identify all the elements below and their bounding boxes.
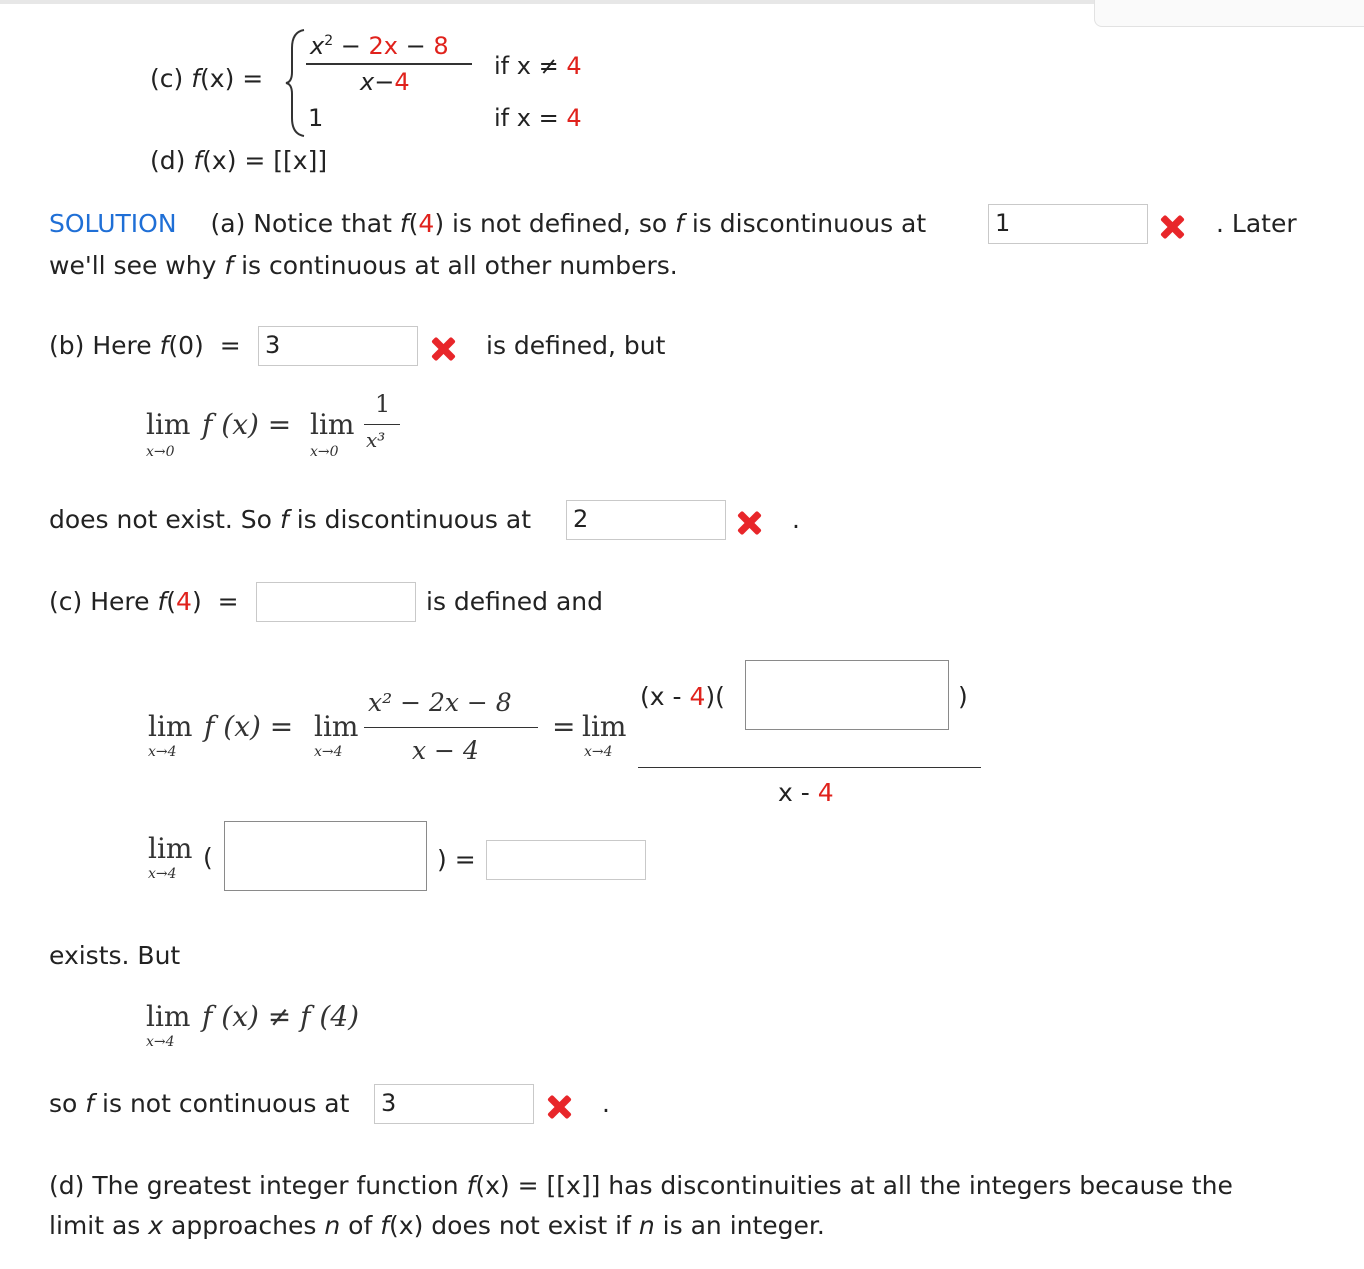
solution-line-2 xyxy=(49,251,678,280)
function-name: f xyxy=(193,146,203,175)
text: ( xyxy=(408,209,419,238)
answer-b-input[interactable]: 3 xyxy=(258,326,418,366)
text: ) is not defined, so xyxy=(434,209,668,238)
equals-sign: = xyxy=(242,64,264,93)
text: is discontinuous at xyxy=(296,505,532,534)
incorrect-x-icon xyxy=(428,334,458,364)
text: of xyxy=(348,1211,373,1240)
denominator-x: x− xyxy=(360,68,395,96)
text: (b) Here xyxy=(49,331,152,360)
condition-2-text: if x = xyxy=(494,104,559,132)
text: (c) Here xyxy=(49,587,150,616)
incorrect-x-icon xyxy=(544,1092,574,1122)
text: does not exist. So xyxy=(49,505,272,534)
solution-line-1 xyxy=(49,209,926,238)
part-d-line-1 xyxy=(49,1171,1233,1200)
text: . Later xyxy=(1216,209,1297,238)
piecewise-label xyxy=(150,64,263,93)
lim-operator: lim xyxy=(314,710,359,743)
lim-operator: lim xyxy=(582,710,627,743)
text-f: f xyxy=(675,209,684,238)
text: is continuous at all other numbers. xyxy=(241,251,678,280)
numerator-x: x xyxy=(310,32,325,60)
text-n: n xyxy=(638,1211,655,1240)
fraction-bar xyxy=(364,727,538,728)
text-f: f xyxy=(159,331,169,360)
answer-c3-input[interactable]: 3 xyxy=(374,1084,534,1124)
answer-a-input[interactable]: 1 xyxy=(988,204,1148,244)
numerator-8: 8 xyxy=(433,32,449,60)
numerator-exponent: 2 xyxy=(324,33,334,49)
text-x: x xyxy=(148,1211,164,1240)
factor-denominator xyxy=(778,778,834,807)
fraction-bar xyxy=(364,424,400,425)
equals-sign: = xyxy=(219,331,241,360)
answer-c-input[interactable] xyxy=(256,582,416,622)
condition-2-number: 4 xyxy=(566,104,582,132)
factor-fraction-bar xyxy=(638,767,981,768)
text: limit as xyxy=(49,1211,141,1240)
text: (a) Notice that xyxy=(210,209,392,238)
text-f: f xyxy=(85,1089,95,1118)
text: (0) xyxy=(168,331,204,360)
lim-subscript: x→4 xyxy=(584,744,613,760)
incorrect-x-icon xyxy=(1157,212,1187,242)
text: ( xyxy=(203,843,213,872)
lim-subscript: x→0 xyxy=(146,444,175,460)
text: exists. But xyxy=(49,941,181,970)
lim-operator: lim xyxy=(148,710,193,743)
piecewise-numerator xyxy=(310,32,449,60)
lim-subscript: x→4 xyxy=(314,744,343,760)
text-f: f xyxy=(466,1171,476,1200)
part-c-label: (c) xyxy=(150,64,184,93)
minus-sign: − xyxy=(340,32,361,60)
lim-operator: lim xyxy=(310,408,355,441)
part-b-line-2 xyxy=(49,505,531,534)
limit-value-input[interactable] xyxy=(486,840,646,880)
f-of-x: f (x) = xyxy=(204,710,294,743)
text: is not continuous at xyxy=(102,1089,350,1118)
period: . xyxy=(602,1089,610,1118)
left-brace-icon xyxy=(284,28,308,138)
fraction-numerator: 1 xyxy=(375,390,391,418)
text-f: f xyxy=(157,587,167,616)
equals-sign: = xyxy=(217,587,239,616)
limit-expression-input[interactable] xyxy=(224,821,427,891)
text: (x - xyxy=(640,682,690,711)
text: is defined, but xyxy=(486,331,666,360)
text: (d) The greatest integer function xyxy=(49,1171,459,1200)
text-f: f xyxy=(399,209,409,238)
case2-value: 1 xyxy=(308,104,324,132)
function-name: f xyxy=(191,64,201,93)
f-of-x: f (x) = xyxy=(202,408,292,441)
text: approaches xyxy=(171,1211,317,1240)
incorrect-x-icon xyxy=(734,508,764,538)
condition-1 xyxy=(494,52,582,80)
text: is defined and xyxy=(426,587,603,616)
top-panel-edge xyxy=(1094,0,1364,27)
fraction-denominator: x³ xyxy=(366,428,386,452)
text-f: f xyxy=(380,1211,390,1240)
text-f: f xyxy=(279,505,289,534)
value-4: 4 xyxy=(176,587,192,616)
answer-b2-input[interactable]: 2 xyxy=(566,500,726,540)
text: is discontinuous at xyxy=(691,209,927,238)
equals-sign: = xyxy=(552,710,576,743)
part-c-line xyxy=(49,587,239,616)
text: x - xyxy=(778,778,818,807)
condition-1-number: 4 xyxy=(566,52,582,80)
text: is an integer. xyxy=(662,1211,825,1240)
text: (x) does not exist if xyxy=(389,1211,631,1240)
text: ) = xyxy=(437,845,476,874)
part-d-line-2 xyxy=(49,1211,825,1240)
value-4: 4 xyxy=(418,209,435,238)
fraction-denominator: x − 4 xyxy=(412,736,479,765)
text-n: n xyxy=(324,1211,341,1240)
part-c-conclusion xyxy=(49,1089,349,1118)
condition-2 xyxy=(494,104,582,132)
inequality-expression: f (x) ≠ f (4) xyxy=(202,1000,360,1033)
lim-subscript: x→0 xyxy=(310,444,339,460)
text: ( xyxy=(166,587,177,616)
text-f: f xyxy=(224,251,234,280)
piecewise-fraction-bar xyxy=(306,63,472,65)
lim-subscript: x→4 xyxy=(148,866,177,882)
text: so xyxy=(49,1089,78,1118)
function-args: (x) xyxy=(200,64,235,93)
lim-subscript: x→4 xyxy=(146,1034,175,1050)
lim-subscript: x→4 xyxy=(148,744,177,760)
text: ) xyxy=(191,587,202,616)
part-b-line xyxy=(49,331,241,360)
lim-operator: lim xyxy=(146,1000,191,1033)
lim-operator: lim xyxy=(148,832,193,865)
lim-operator: lim xyxy=(146,408,191,441)
denominator-4: 4 xyxy=(394,68,410,96)
fraction-numerator: x² − 2x − 8 xyxy=(368,688,512,717)
solution-heading: SOLUTION xyxy=(49,209,177,238)
text: )( xyxy=(705,682,725,711)
piecewise-denominator xyxy=(360,68,410,96)
value-4: 4 xyxy=(817,778,834,807)
text: we'll see why xyxy=(49,251,217,280)
text: ) xyxy=(958,682,968,711)
condition-1-text: if x ≠ xyxy=(494,52,559,80)
text: (x) = [[x]] has discontinuities at all the integers because the xyxy=(475,1171,1233,1200)
part-d-definition xyxy=(150,146,327,175)
greatest-integer-definition: (x) = [[x]] xyxy=(202,146,328,175)
numerator-2x: 2x xyxy=(368,32,398,60)
part-d-label: (d) xyxy=(150,146,186,175)
factor-input[interactable] xyxy=(745,660,949,730)
period: . xyxy=(792,505,800,534)
factor-numerator xyxy=(640,682,725,711)
minus-sign: − xyxy=(405,32,426,60)
value-4: 4 xyxy=(689,682,706,711)
